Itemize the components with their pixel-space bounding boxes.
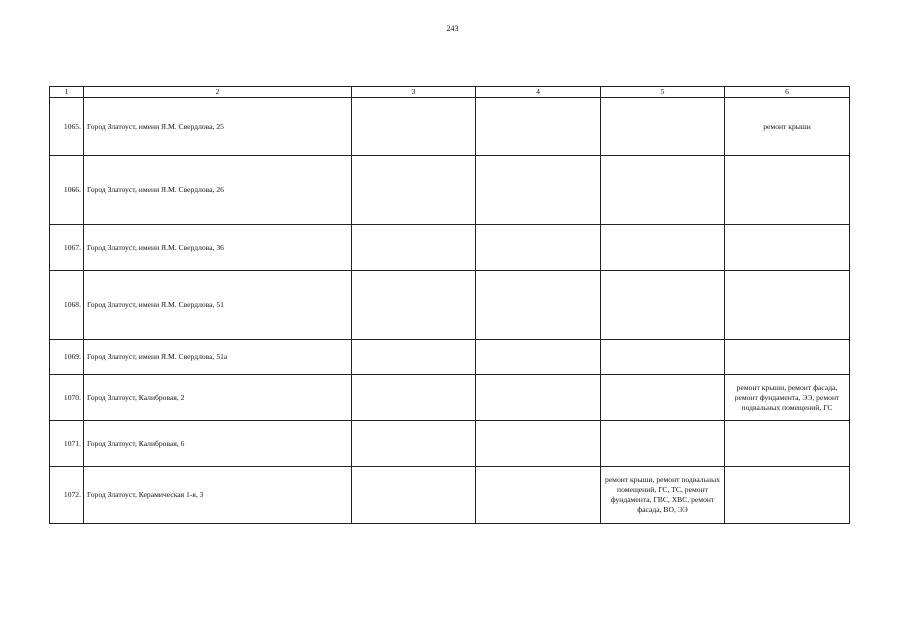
- col3-cell: [352, 225, 476, 271]
- header-col-1: 1: [50, 87, 84, 98]
- col4-cell: [476, 225, 601, 271]
- col4-cell: [476, 375, 601, 421]
- address-cell: Город Златоуст, Калибровая, 6: [84, 421, 352, 467]
- row-number: 1071.: [50, 421, 84, 467]
- col3-cell: [352, 156, 476, 225]
- header-col-2: 2: [84, 87, 352, 98]
- col4-cell: [476, 156, 601, 225]
- header-col-6: 6: [725, 87, 850, 98]
- col5-cell: ремонт крыши, ремонт подвальных помещений, ГС, ТС, ремонт фундамента, ГВС, ХВС, ремонт фасада, ВО, ЭЭ: [601, 467, 725, 524]
- col6-cell: ремонт крыши: [725, 98, 850, 156]
- col3-cell: [352, 271, 476, 340]
- col6-cell: [725, 156, 850, 225]
- row-number: 1067.: [50, 225, 84, 271]
- address-cell: Город Златоуст, имени Я.М. Свердлова, 25: [84, 98, 352, 156]
- col6-cell: ремонт крыши, ремонт фасада, ремонт фундамента, ЭЭ, ремонт подвальных помещений, ГС: [725, 375, 850, 421]
- row-number: 1069.: [50, 340, 84, 375]
- address-cell: Город Златоуст, Керамическая 1-я, 3: [84, 467, 352, 524]
- table-row: [50, 467, 850, 524]
- col3-cell: [352, 421, 476, 467]
- col4-cell: [476, 340, 601, 375]
- col3-cell: [352, 98, 476, 156]
- col6-cell: [725, 340, 850, 375]
- col5-cell: [601, 271, 725, 340]
- col6-cell: [725, 271, 850, 340]
- address-cell: Город Златоуст, Калибровая, 2: [84, 375, 352, 421]
- col4-cell: [476, 421, 601, 467]
- works-table: [49, 86, 850, 524]
- row-number: 1066.: [50, 156, 84, 225]
- col6-cell: [725, 467, 850, 524]
- col4-cell: [476, 467, 601, 524]
- col6-cell: [725, 421, 850, 467]
- table-row: [50, 421, 850, 467]
- address-cell: Город Златоуст, имени Я.М. Свердлова, 51: [84, 271, 352, 340]
- col5-cell: [601, 375, 725, 421]
- header-col-3: 3: [352, 87, 476, 98]
- row-number: 1068.: [50, 271, 84, 340]
- col3-cell: [352, 340, 476, 375]
- table-row: [50, 340, 850, 375]
- col5-cell: [601, 340, 725, 375]
- header-col-4: 4: [476, 87, 601, 98]
- col5-cell: [601, 98, 725, 156]
- col6-cell: [725, 225, 850, 271]
- col3-cell: [352, 467, 476, 524]
- col5-cell: [601, 421, 725, 467]
- table-row: [50, 271, 850, 340]
- row-number: 1065.: [50, 98, 84, 156]
- table-row: [50, 225, 850, 271]
- table-row: [50, 156, 850, 225]
- address-cell: Город Златоуст, имени Я.М. Свердлова, 51а: [84, 340, 352, 375]
- page-number: 243: [446, 24, 459, 33]
- row-number: 1072.: [50, 467, 84, 524]
- col3-cell: [352, 375, 476, 421]
- table-row: [50, 375, 850, 421]
- table-row: [50, 98, 850, 156]
- address-cell: Город Златоуст, имени Я.М. Свердлова, 26: [84, 156, 352, 225]
- col4-cell: [476, 98, 601, 156]
- header-row: [50, 87, 850, 98]
- col5-cell: [601, 225, 725, 271]
- address-cell: Город Златоуст, имени Я.М. Свердлова, 36: [84, 225, 352, 271]
- col5-cell: [601, 156, 725, 225]
- header-col-5: 5: [601, 87, 725, 98]
- col4-cell: [476, 271, 601, 340]
- row-number: 1070.: [50, 375, 84, 421]
